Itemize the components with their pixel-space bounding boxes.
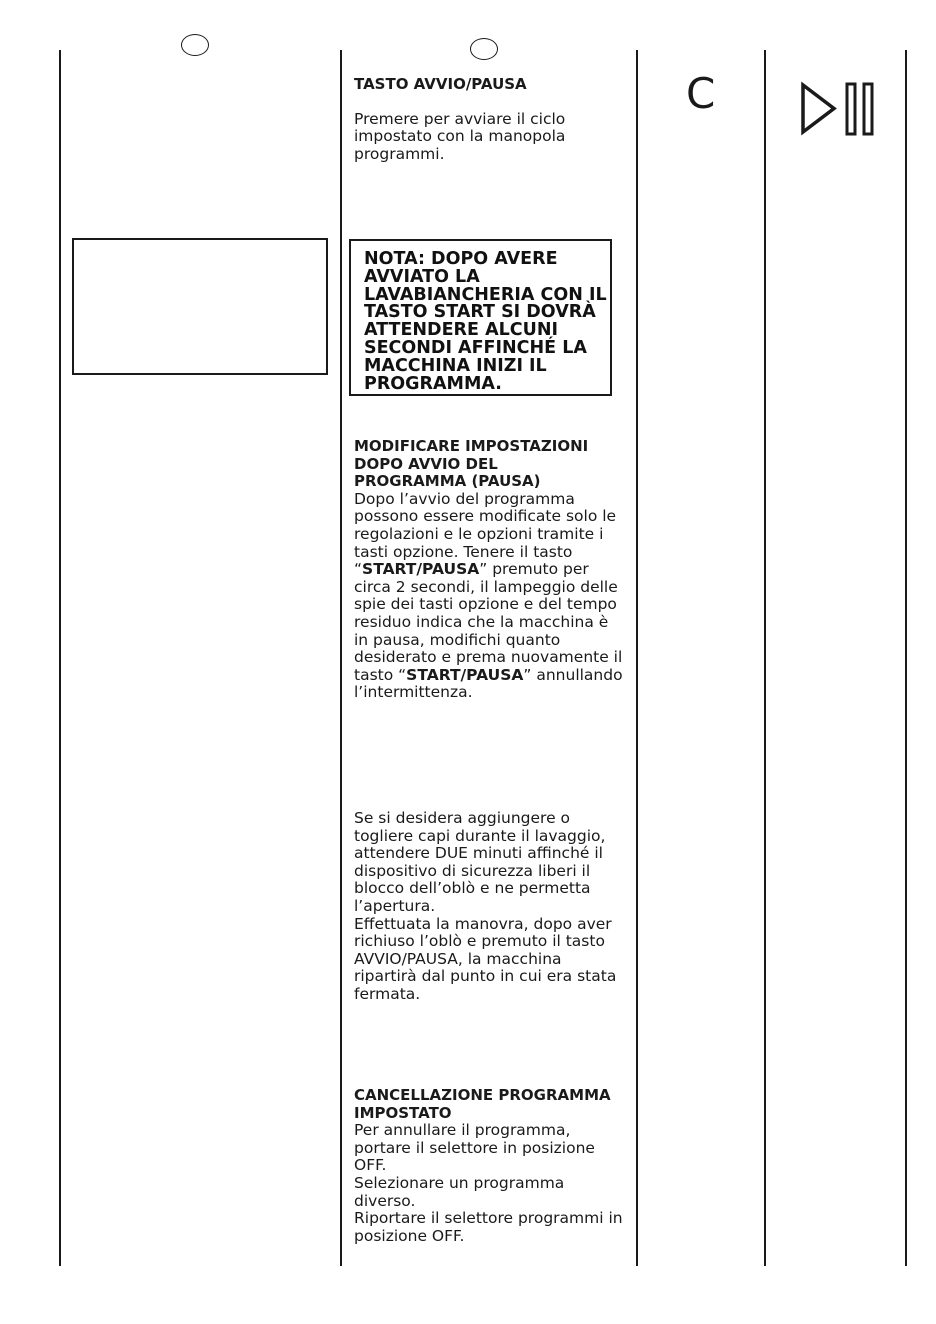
language-marker-right xyxy=(470,38,498,60)
start-pause-key-label-2: START/PAUSA xyxy=(406,665,524,684)
column-divider-4 xyxy=(764,50,766,1266)
section-cancel-title: CANCELLAZIONE PROGRAMMA IMPOSTATO xyxy=(354,1086,611,1122)
section-modify-body xyxy=(354,491,626,702)
column-divider-5 xyxy=(905,50,907,1266)
note-text: NOTA: DOPO AVERE AVVIATO LA LAVABIANCHERIA CON IL TASTO START SI DOVRÀ ATTENDERE ALCUNI SECONDI AFFINCHÉ LA MACCHINA INIZI IL PROGRAMMA. xyxy=(364,249,607,394)
letter-c-label: C xyxy=(686,69,716,118)
column-divider-2 xyxy=(340,50,342,1266)
section-start-title: TASTO AVVIO/PAUSA xyxy=(354,75,527,93)
column-divider-3 xyxy=(636,50,638,1266)
empty-note-box xyxy=(72,238,328,375)
section-cancel xyxy=(354,1087,626,1245)
section-modify-title: MODIFICARE IMPOSTAZIONI DOPO AVVIO DEL PROGRAMMA (PAUSA) xyxy=(354,437,589,491)
section-door-paragraph-1: Se si desidera aggiungere o togliere capi durante il lavaggio, attendere DUE minuti affinché il dispositivo di sicurezza liberi il blocco dell’oblò e ne permetta l’apertura. xyxy=(354,809,606,915)
section-modify-body-1: Dopo l’avvio del programma possono essere modificate solo le regolazioni e le opzioni tramite i tasti opzione. Tenere il tasto “ xyxy=(354,489,617,579)
language-marker-left xyxy=(181,34,209,56)
start-pause-key-label-1: START/PAUSA xyxy=(362,560,480,579)
section-door xyxy=(354,810,626,1004)
section-cancel-body-2: Selezionare un programma diverso. xyxy=(354,1173,565,1210)
section-start xyxy=(354,76,626,163)
play-pause-icon xyxy=(800,80,880,138)
section-cancel-body-3: Riportare il selettore programmi in posizione OFF. xyxy=(354,1209,623,1245)
section-door-paragraph-2: Effettuata la manovra, dopo aver richiuso l’oblò e premuto il tasto AVVIO/PAUSA, la macchina ripartirà dal punto in cui era stata fermata. xyxy=(354,914,617,1003)
section-modify-body-3: ” annullando l’intermittenza. xyxy=(354,665,623,702)
section-cancel-body-1: Per annullare il programma, portare il selettore in posizione OFF. xyxy=(354,1121,595,1175)
section-start-body: Premere per avviare il ciclo impostato con la manopola programmi. xyxy=(354,109,566,163)
section-modify xyxy=(354,438,626,702)
section-modify-body-2: ” premuto per circa 2 secondi, il lampeggio delle spie dei tasti opzione e del tempo residuo indica che la macchina è in pausa, modifichi quanto desiderato e prema nuovamente il tasto “ xyxy=(354,560,623,684)
column-divider-1 xyxy=(59,50,61,1266)
